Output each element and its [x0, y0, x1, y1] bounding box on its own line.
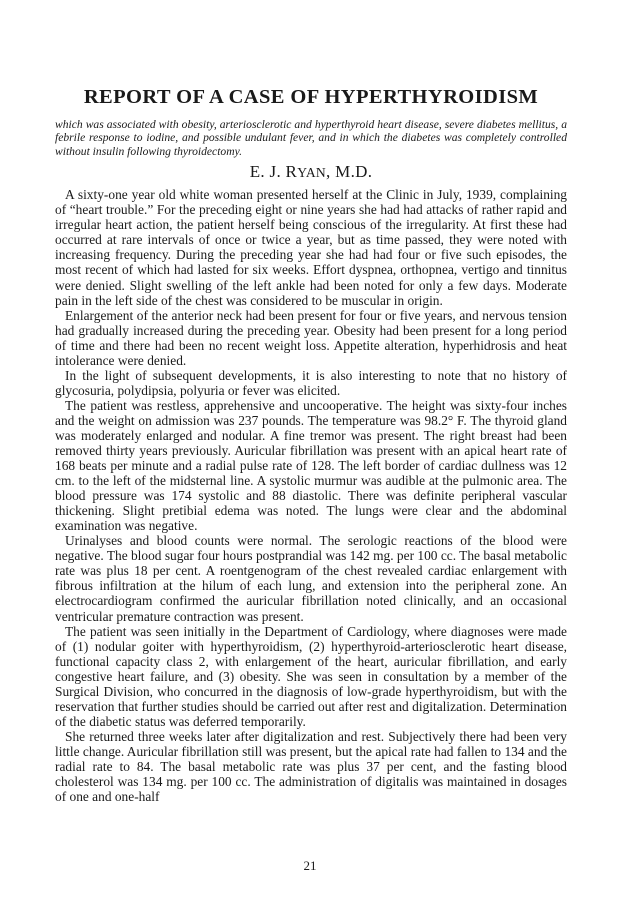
author-byline	[55, 162, 567, 183]
article-title: REPORT OF A CASE OF HYPERTHYROIDISM	[83, 86, 539, 108]
article-body	[55, 187, 567, 804]
author-surname-smallcaps: YAN	[297, 165, 327, 181]
author-initials: E. J. R	[249, 162, 298, 182]
paragraph: Enlargement of the anterior neck had been present for four or five years, and nervous tension had gradually increased during the preceding year. Obesity had been present for a long period of time and there had been no recent weight loss. Appetite alteration, hyperhidrosis and heat intolerance were denied.	[55, 307, 567, 368]
paragraph: In the light of subsequent developments, it is also interesting to note that no history of glycosuria, polydipsia, polyuria or fever was elicited.	[55, 367, 567, 398]
paragraph: The patient was seen initially in the Department of Cardiology, where diagnoses were made of (1) nodular goiter with hyperthyroidism, (2) hyperthyroid-arteriosclerotic heart disease, functional capacity class 2, with enlargement of the heart, auricular fibrillation, and early congestive heart failure, and (3) obesity. She was seen in consultation by a member of the Surgical Division, who concurred in the diagnosis of low-grade hyperthyroidism, but with the reservation that further studies should be carried out after rest and digitalization. Determination of the diabetic status was deferred temporarily.	[55, 623, 567, 729]
paragraph: A sixty-one year old white woman presented herself at the Clinic in July, 1939, complaining of “heart trouble.” For the preceding eight or nine years she had had attacks of rather rapid and irregular heart action, the patient herself being conscious of the irregularity. At first these had occurred at rare intervals of once or twice a year, but as time passed, they were noted with increasing frequency. During the preceding year she had had four or five such episodes, the most recent of which had lasted for six weeks. Effort dyspnea, orthopnea, vertigo and tinnitus were denied. Slight swelling of the left ankle had been noted for only a few days. Moderate pain in the left side of the chest was considered to be muscular in origin.	[55, 187, 567, 308]
author-degree: , M.D.	[326, 162, 373, 182]
page-number: 21	[303, 858, 317, 873]
paragraph: Urinalyses and blood counts were normal. The serologic reactions of the blood were negative. The blood sugar four hours postprandial was 142 mg. per 100 cc. The basal metabolic rate was plus 18 per cent. A roentgenogram of the chest revealed cardiac enlargement with fibrous infiltration at the hilum of each lung, and extension into the peripheral zone. An electrocardiogram confirmed the auricular fibrillation noted clinically, and an occasional ventricular premature contraction was present.	[55, 533, 567, 624]
article-subtitle: which was associated with obesity, arteriosclerotic and hyperthyroid heart disease, severe diabetes mellitus, a febrile response to iodine, and possible undulant fever, and in which the diabetes was completely controlled without insulin following thyroidectomy.	[55, 118, 567, 158]
paragraph: The patient was restless, apprehensive and uncooperative. The height was sixty-four inches and the weight on admission was 237 pounds. The temperature was 98.2° F. The thyroid gland was moderately enlarged and nodular. A fine tremor was present. The right breast had been removed thirty years previously. Auricular fibrillation was present with an apical heart rate of 168 beats per minute and a radial pulse rate of 128. The left border of cardiac dullness was 12 cm. to the left of the midsternal line. A systolic murmur was audible at the pulmonic area. The blood pressure was 174 systolic and 88 diastolic. There was definite peripheral vascular thickening. Slight pretibial edema was noted. The lungs were clear and the abdominal examination was negative.	[55, 397, 567, 534]
paragraph: She returned three weeks later after digitalization and rest. Subjectively there had been very little change. Auricular fibrillation still was present, but the apical rate had fallen to 134 and the radial rate to 84. The basal metabolic rate was plus 37 per cent, and the fasting blood cholesterol was 134 mg. per 100 cc. The administration of digitalis was maintained in dosages of one and one-half	[55, 728, 567, 805]
article-page	[55, 85, 567, 804]
